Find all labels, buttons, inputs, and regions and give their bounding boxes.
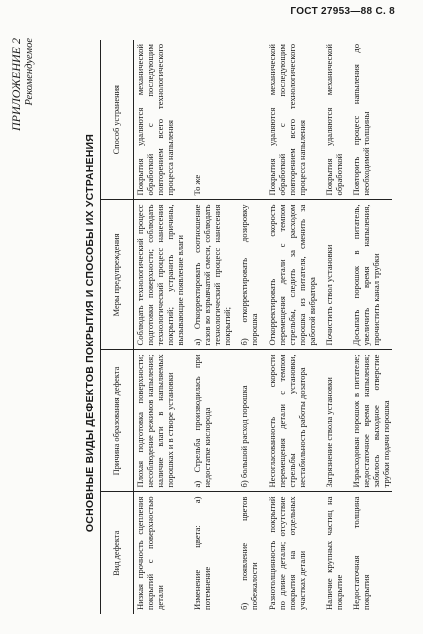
- appendix-label: [10, 38, 36, 131]
- column-header-prevention: Меры предупреждения: [101, 200, 134, 350]
- appendix-subtitle: Рекомендуемое: [23, 38, 35, 106]
- defect-cell: Недостаточная толщина покрытия: [350, 496, 371, 610]
- column-header-defect: Вид дефекта: [101, 492, 134, 614]
- table-row: [318, 40, 345, 614]
- defect-cell: Низкая прочность сцепления покрытий с поверхностью детали: [135, 496, 166, 610]
- appendix-title: ПРИЛОЖЕНИЕ 2: [9, 38, 23, 131]
- prevention-cell: б) откорректировать дозировку порошка: [233, 200, 260, 350]
- remedy-cell: Повторить процесс напыления до необходимой толщины: [345, 40, 392, 200]
- defects-table: [100, 40, 392, 614]
- cause-cell: Загрязнение ствола установки: [318, 350, 345, 492]
- table-header-row: [101, 40, 134, 614]
- table-row: [186, 40, 233, 614]
- rotated-content: [8, 28, 423, 628]
- remedy-cell: Покрытия удаляются механической обработкой: [318, 40, 345, 200]
- cause-cell: б) большой расход порошка: [233, 350, 260, 492]
- prevention-cell: Откорректировать скорость перемещения детали с темпом стрельбы, следить за расходом порошка из питателя, сменить за работой вибратора: [261, 200, 318, 350]
- table-row: [233, 40, 260, 614]
- remedy-cell: То же: [186, 40, 233, 200]
- document-title: ОСНОВНЫЕ ВИДЫ ДЕФЕКТОВ ПОКРЫТИЯ И СПОСОБЫ ИХ УСТРАНЕНИЯ: [84, 133, 96, 533]
- cause-cell: Несогласованность скорости перемещения детали с темпом стрельбы установки, нестабильность работы дозатора: [261, 350, 318, 492]
- defect-cell: б) появление цветов побежалости: [239, 496, 260, 610]
- table-row: [261, 40, 318, 614]
- column-header-remedy: Способ устранения: [101, 40, 134, 200]
- remedy-cell: Покрытия удаляются механической обработкой с последующим повторением всего технологического процесса напыления: [261, 40, 318, 200]
- cause-cell: Израсходован порошок в питателе; недостаточное время напыления; забилось выходное отверстие трубки подачи порошка: [345, 350, 392, 492]
- prevention-cell: а) Откорректировать соотношение газов во взрывчатой смеси, соблюдать технологический процесс нанесения покрытий;: [186, 200, 233, 350]
- cause-cell: а) Стрельба производилась при недостатке кислорода: [186, 350, 233, 492]
- page-header: ГОСТ 27953—88 С. 8: [290, 6, 395, 17]
- prevention-cell: Досыпать порошок в питатель, увеличить время напыления, прочистить канал трубки: [345, 200, 392, 350]
- prevention-cell: Соблюдать технологический процесс подготовки поверхности; соблюдать технологический процесс нанесения покрытий; устранить причины, вызывающие появление влаги: [134, 200, 187, 350]
- prevention-cell: Почистить ствол установки: [318, 200, 345, 350]
- cause-cell: Плохая подготовка поверхности; несоблюдение режимов напыления; наличие влаги в напыляемых порошках и в створе установки: [134, 350, 187, 492]
- column-header-cause: Причина образования дефекта: [101, 350, 134, 492]
- table-row: [345, 40, 392, 614]
- remedy-cell: [233, 40, 260, 200]
- remedy-cell: Покрытия удаляются механической обработкой с последующим повторением всего технологического процесса напыления: [134, 40, 187, 200]
- table-row: [134, 40, 187, 614]
- defect-cell: Разнотолщинность покрытий по длине детали; отсутствие покрытия на отдельных участках детали: [266, 496, 307, 610]
- defect-cell: Изменение цвета: а) потемнение: [192, 496, 213, 610]
- defect-cell: Наличие крупных частиц на покрытие: [323, 496, 344, 610]
